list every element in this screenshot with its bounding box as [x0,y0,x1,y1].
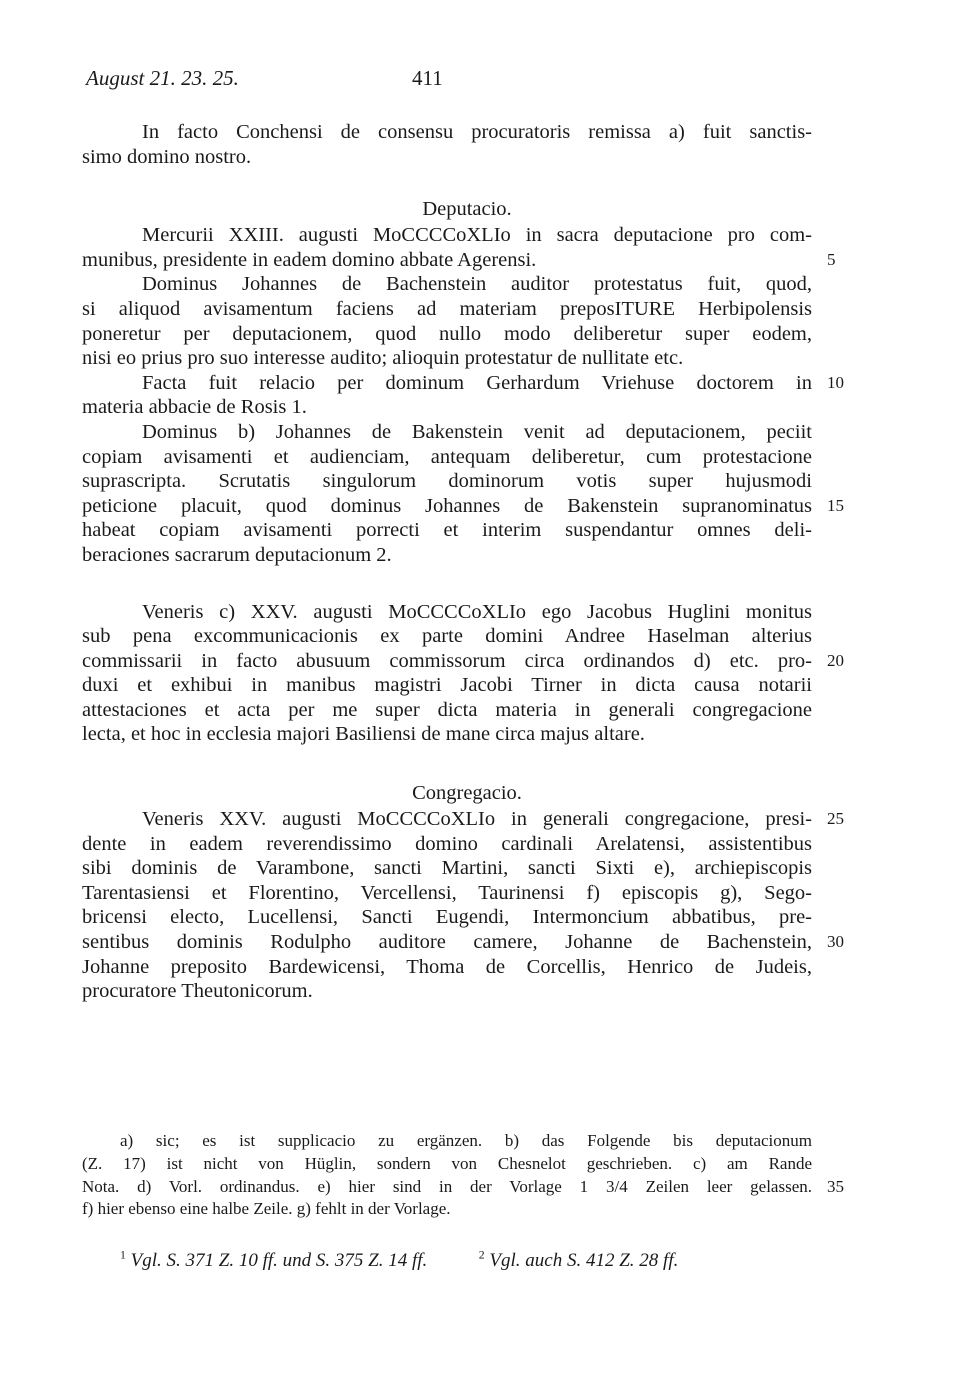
text-line [82,600,812,625]
text-line-content: sibi dominis de Varambone, sancti Martini, sancti Sixti e), archiepiscopis [82,857,812,880]
text-line [82,395,812,420]
running-header [86,66,826,96]
text-line [82,272,812,297]
footnote-line [82,1176,844,1199]
text-line [82,223,812,248]
margin-line-number: 30 [827,932,844,952]
text-line [82,145,812,170]
text-line [82,979,812,1004]
reference-marker: 2 [478,1248,485,1262]
text-line [82,673,812,698]
text-line [82,698,812,723]
reference-notes [120,1248,820,1274]
text-line-content: poneretur per deputacionem, quod nullo modo deliberetur super eodem, [82,322,812,345]
text-line-content: Facta fuit relacio per dominum Gerhardum Vriehuse doctorem in [142,371,812,394]
section-heading: Deputacio. [422,198,512,221]
margin-line-number: 25 [827,809,844,829]
text-line-content: peticione placuit, quod dominus Johannes de Bakenstein supranominatus [82,494,812,517]
text-line-content: nisi eo prius pro suo interesse audito; alioquin protestatur de nullitate etc. [82,347,684,370]
text-line-content: dente in eadem reverendissimo domino cardinali Arelatensi, assistentibus [82,832,812,855]
text-line [82,518,812,543]
text-line [82,905,812,930]
margin-line-number: 5 [827,249,836,269]
text-line-content: sub pena excommunicacionis ex parte domini Andree Haselman alterius [82,625,812,648]
margin-line-number: 35 [827,1176,844,1196]
text-line-content: duxi et exhibui in manibus magistri Jacobi Tirner in dicta causa notarii [82,674,812,697]
text-line-content: In facto Conchensi de consensu procuratoris remissa a) fuit sanctis- [142,121,812,143]
text-line [82,420,812,445]
text-line-content: munibus, presidente in eadem domino abbate Agerensi. [82,248,537,271]
text-line-content: habeat copiam avisamenti porrecti et interim suspendantur omnes deli- [82,519,812,542]
text-line [82,445,812,470]
text-line-content: si aliquod avisamentum faciens ad materiam preposITURE Herbipolensis [82,297,812,320]
text-line-content: Dominus b) Johannes de Bakenstein venit ad deputacionem, peciit [142,420,812,443]
text-line-content: suprascripta. Scrutatis singulorum dominorum votis super hujusmodi [82,470,812,493]
text-line-content: beraciones sacrarum deputacionum 2. [82,543,392,566]
text-line [82,856,812,881]
text-line [82,469,812,494]
reference-note-1: Vgl. S. 371 Z. 10 ff. und S. 375 Z. 14 ff. [130,1250,428,1271]
text-line-content: copiam avisamenti et audienciam, antequam deliberetur, cum protestacione [82,445,812,468]
text-line [82,881,812,906]
text-line [82,494,844,519]
footnote-line [82,1153,812,1176]
critical-apparatus [82,1130,844,1221]
text-line [82,297,812,322]
header-date: August 21. 23. 25. [86,66,239,90]
text-line [82,624,812,649]
margin-line-number: 20 [827,650,844,670]
text-line [82,120,812,145]
text-line-content: lecta, et hoc in ecclesia majori Basiliensi de mane circa majus altare. [82,723,645,746]
text-line-content: Veneris XXV. augusti MoCCCCoXLIo in generali congregacione, presi- [142,808,812,831]
page-number: 411 [412,66,443,90]
footnote-line [82,1198,812,1221]
text-line-content: Johanne preposito Bardewicensi, Thoma de Corcellis, Henrico de Judeis, [82,955,812,978]
footnote-line-content: a) sic; es ist supplicacio zu ergänzen. b) das Folgende bis deputacionum [120,1131,812,1150]
footnote-line-content: Nota. d) Vorl. ordinandus. e) hier sind in der Vorlage 1 3/4 Zeilen leer gelassen. [82,1176,812,1196]
reference-note-row [120,1248,820,1274]
text-line-content: Dominus Johannes de Bachenstein auditor protestatus fuit, quod, [142,273,812,296]
text-line-content: Tarentasiensi et Florentino, Vercellensi, Taurinensi f) episcopis g), Sego- [82,881,812,904]
footnote-line [82,1130,812,1153]
text-line [82,930,844,955]
text-line-content: Mercurii XXIII. augusti MoCCCCoXLIo in sacra deputacione pro com- [142,224,812,247]
reference-note-2: Vgl. auch S. 412 Z. 28 ff. [489,1250,679,1271]
text-line [82,832,812,857]
text-line [82,543,812,568]
text-line-content: bricensi electo, Lucellensi, Sancti Eugendi, Intermoncium abbatibus, pre- [82,906,812,929]
margin-line-number: 15 [827,495,844,515]
text-line [82,322,812,347]
section-heading: Congregacio. [412,782,522,805]
main-text [82,120,844,1004]
text-line [82,722,812,747]
text-line-content: sentibus dominis Rodulpho auditore camere, Johanne de Bachenstein, [82,931,812,954]
text-line [82,955,812,980]
text-line-content: commissarii in facto abusuum commissorum circa ordinandos d) etc. pro- [82,649,812,672]
margin-line-number: 10 [827,372,844,392]
footnote-line-content: f) hier ebenso eine halbe Zeile. g) fehlt in der Vorlage. [82,1199,451,1219]
text-line [82,807,844,832]
text-line-content: simo domino nostro. [82,145,252,168]
reference-marker: 1 [120,1248,126,1262]
text-line-content: attestaciones et acta per me super dicta materia in generali congregacione [82,698,812,721]
footnote-line-content: (Z. 17) ist nicht von Hüglin, sondern von Chesnelot geschrieben. c) am Rande [82,1153,812,1173]
text-line [82,248,836,273]
text-line [82,371,844,396]
text-line-content: materia abbacie de Rosis 1. [82,396,307,419]
text-line-content: procuratore Theutonicorum. [82,980,313,1003]
text-line [82,346,812,371]
text-line [82,649,844,674]
text-line-content: Veneris c) XXV. augusti MoCCCCoXLIo ego Jacobus Huglini monitus [142,600,812,623]
